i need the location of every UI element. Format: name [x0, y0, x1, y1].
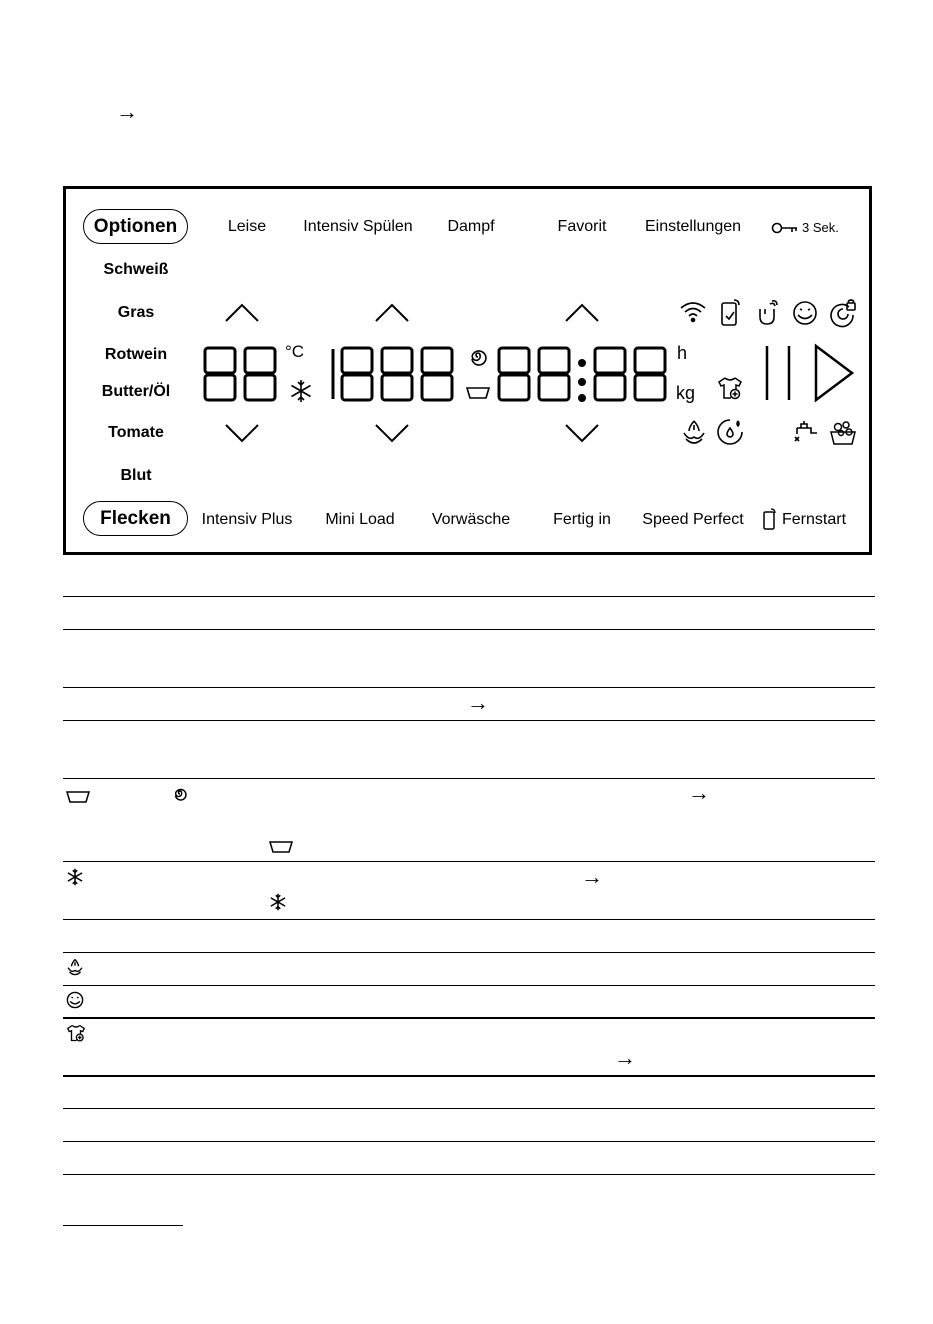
shirt-plus-icon [66, 1024, 86, 1047]
spiral-icon [466, 345, 490, 374]
option-leise[interactable]: Leise [227, 218, 267, 235]
basin-icon [269, 840, 293, 858]
phone-check-icon [720, 299, 742, 332]
table-rule [63, 596, 875, 597]
option-favorit[interactable]: Favorit [557, 218, 607, 235]
disc-drop-icon [716, 418, 744, 451]
table-rule [63, 1075, 875, 1077]
option-mini-load[interactable]: Mini Load [325, 511, 395, 528]
snowflake-icon [269, 893, 287, 916]
option-intensiv-plus[interactable]: Intensiv Plus [201, 511, 293, 528]
spiral-icon [171, 785, 189, 808]
water-drop-icon [681, 419, 707, 450]
tap-icon [793, 418, 819, 449]
table-rule [63, 687, 875, 688]
table-rule [63, 720, 875, 721]
speed-digits [329, 346, 464, 407]
lock-hint: 3 Sek. [802, 220, 839, 235]
option-fernstart[interactable]: Fernstart [782, 511, 847, 528]
table-rule [63, 629, 875, 630]
option-dampf[interactable]: Dampf [447, 218, 495, 235]
table-rule [63, 778, 875, 779]
stain-schweiss[interactable]: Schweiß [103, 261, 169, 278]
weight-unit: kg [676, 383, 696, 403]
temperature-unit: °C [285, 342, 305, 361]
header-arrow: → [116, 99, 138, 124]
key-lock-icon [771, 221, 799, 240]
play-icon[interactable] [814, 344, 854, 407]
hours-unit: h [677, 343, 688, 363]
option-fertig-in[interactable]: Fertig in [553, 511, 611, 528]
options-button-label: Optionen [93, 215, 178, 237]
option-vorwaesche[interactable]: Vorwäsche [431, 511, 511, 528]
drum-clean-icon [792, 300, 818, 331]
basin-icon [466, 386, 490, 404]
plug-icon [756, 299, 778, 332]
up-arrow-icon[interactable] [375, 304, 409, 327]
table-arrow: → [688, 780, 710, 805]
drum-clean-icon [66, 991, 84, 1014]
footnote-rule [63, 1225, 183, 1226]
stain-rotwein[interactable]: Rotwein [104, 346, 168, 363]
up-arrow-icon[interactable] [225, 304, 259, 327]
table-rule [63, 1108, 875, 1109]
down-arrow-icon[interactable] [225, 424, 259, 447]
stain-butter-oel[interactable]: Butter/Öl [101, 383, 171, 400]
table-rule [63, 919, 875, 920]
table-rule [63, 1017, 875, 1019]
table-rule [63, 1174, 875, 1175]
time-digits [497, 346, 669, 407]
table-arrow: → [581, 864, 603, 889]
table-arrow: → [467, 690, 489, 715]
wifi-icon [680, 301, 706, 328]
table-arrow: → [614, 1045, 636, 1070]
pause-icon[interactable] [763, 344, 793, 407]
shirt-plus-icon [717, 376, 743, 405]
snowflake-icon [66, 868, 84, 891]
down-arrow-icon[interactable] [565, 424, 599, 447]
snowflake-icon [289, 379, 313, 408]
option-speed-perfect[interactable]: Speed Perfect [642, 511, 744, 528]
remote-phone-icon [763, 508, 777, 535]
table-rule [63, 861, 875, 862]
water-drop-icon [66, 958, 84, 981]
temperature-digits [203, 346, 279, 407]
stains-button-label: Flecken [100, 507, 171, 529]
child-lock-icon [829, 299, 857, 332]
table-rule [63, 1141, 875, 1142]
stain-gras[interactable]: Gras [117, 304, 155, 321]
basin-icon [66, 790, 90, 808]
options-button[interactable] [83, 209, 188, 244]
down-arrow-icon[interactable] [375, 424, 409, 447]
table-rule [63, 952, 875, 953]
option-intensiv-spuelen[interactable]: Intensiv Spülen [303, 218, 413, 235]
option-einstellungen[interactable]: Einstellungen [644, 218, 742, 235]
stains-button[interactable] [83, 501, 188, 536]
up-arrow-icon[interactable] [565, 304, 599, 327]
foam-icon [829, 418, 857, 451]
stain-blut[interactable]: Blut [120, 467, 152, 484]
stain-tomate[interactable]: Tomate [108, 424, 164, 441]
table-rule [63, 985, 875, 986]
